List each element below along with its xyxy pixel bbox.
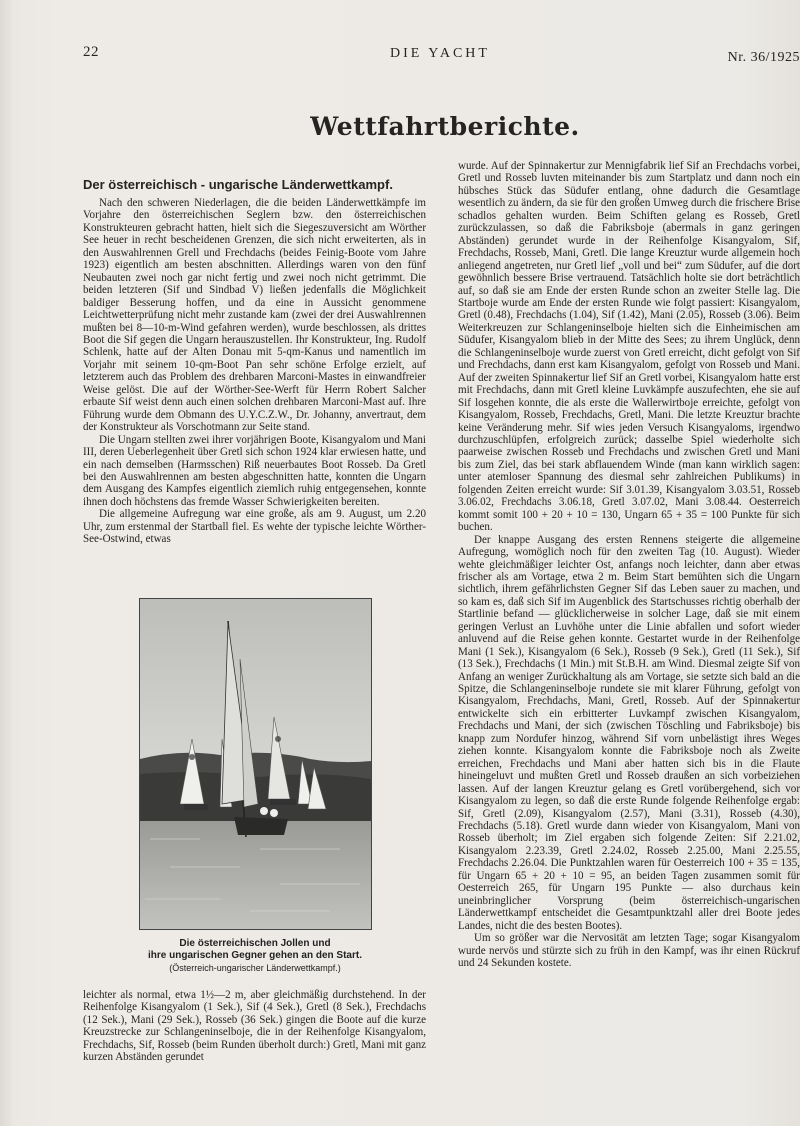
figure-caption [120,938,390,974]
caption-subline: (Österreich-ungarischer Länderwettkampf.) [169,963,341,973]
caption-line: ihre ungarischen Gegner gehen an den Start. [148,950,362,961]
paragraph: Die Ungarn stellten zwei ihrer vorjährigen Boote, Kisangyalom und Mani III, deren Ueberlegenheit über Gretl sich schon 1924 klar erwiesen hatte, und ein nach demselben (Harmsschen) Riß neuerbautes Boot Rosseb. Da Gretl bei den Auswahlrennen am besten abgeschnitten hatte, konnten die Ungarn dem Ausgang des Kampfes eigentlich ziemlich ruhig entgegensehen, konnte ihnen doch höchstens das fremde Wasser Schwierigkeiten bereiten. [83,433,426,508]
caption-line: Die österreichischen Jollen und [179,938,331,949]
article-title: Der österreichisch - ungarische Länderwettkampf. [83,177,393,192]
left-column-bottom [83,989,426,1064]
section-title: Wettfahrtberichte. [310,112,580,141]
paragraph: Um so größer war die Nervosität am letzten Tage; sogar Kisangyalom wurde nervös und stürzte sich zu früh in den Kampf, was ihr einen Rückruf und 24 Sekunden kostete. [458,932,800,969]
paragraph: Nach den schweren Niederlagen, die die beiden Länderwettkämpfe im Vorjahre den österreichischen Seglern bzw. den österreichischen Konstrukteuren gebracht hatten, hielt sich die Siegeszuversicht am Wörther See heuer in recht bescheidenen Grenzen, die sich nicht erweiterten, als in den Auswahlrennen Grell und Frechdachs (beides Feinig-Boote vom Jahre 1923) eigentlich am besten abschnitten. Allerdings waren von den fünf Neubauten zwei noch gar nicht fertig und zwei noch nicht getrimmt. Die beiden letzteren (Sif und Sindbad V) ließen jedenfalls die Möglichkeit baldiger Besserung hoffen, und da eine in Aussicht genommene Leichtwetterprüfung nicht mehr zustande kam (zwei der drei Auswahlrennen mußten bei 8—10-m-Wind gefahren werden), wurde beschlossen, als drittes Boot die Sif gegen die Ungarn herauszustellen. Ihr Konstrukteur, Ing. Rudolf Schlenk, hatte auf der Alten Donau mit 5-qm-Kanus und namentlich im Vorjahr mit seinem 10-qm-Boot Pan sehr schöne Erfolge erzielt, auf letzterem auch das Problem des drehbaren Marconi-Mastes in einwandfreier Weise gelöst. Die auf der Wörther-See-Werft für Herrn Robert Salcher erbaute Sif weist denn auch einen solchen drehbaren Marconi-Mast auf. Ihre Führung wurde dem Obmann des U.Y.C.Z.W., Dr. Johanny, anvertraut, dem der Konstrukteur als Vorschotmann zur Seite stand. [83,197,426,434]
photo-sailboats-start [139,598,372,930]
magazine-title: DIE YACHT [390,46,490,61]
paragraph: leichter als normal, etwa 1½—2 m, aber gleichmäßig durchstehend. In der Reihenfolge Kisangyalom (1 Sek.), Sif (4 Sek.), Gretl (8 Sek.), Frechdachs (12 Sek.), Mani (29 Sek.), Rosseb (36 Sek.) gingen die Boote auf die kurze Kreuzstrecke zur Schlangeninselboje, die in der Reihenfolge Kisangyalom, Frechdachs, Sif, Rosseb (beim Runden überholt durch:) Gretl, Mani mit ganz kurzen Abständen gerundet [83,989,426,1064]
right-column [458,160,800,969]
page-number: 22 [83,44,99,60]
paragraph: wurde. Auf der Spinnakertur zur Mennigfabrik lief Sif an Frechdachs vorbei, Gretl und Rosseb luvten miteinander bis zum Startplatz und dann noch ein hübsches Stück das Südufer entlang, ohne dadurch die Gesamtlage wesentlich zu ändern, da sie für den großen Umweg durch die frischere Brise schadlos gehalten wurden. Beim Schiften gelang es Rosseb, Gretl zurückzulassen, so daß die Fabriksboje (abermals in ganz geringen Abständen) gerundet wurde in der Reihenfolge Kisangyalom, Sif, Frechdachs, Rosseb, Mani, Gretl. Die lange Kreuztur wurde allgemein hoch anliegend angetreten, nur Gretl lief „voll und bei“ zum Südufer, auf die dort gewöhnlich bessere Brise vertrauend. Tatsächlich holte sie dort beträchtlich auf, so daß sie am Ende der ersten Runde schon an zweiter Stelle lag. Die Startboje wurde am Ende der ersten Runde wie folgt passiert: Kisangyalom, Gretl (0.48), Frechdachs (1.04), Sif (1.42), Mani (2.05), Rosseb (3.06). Beim Weiterkreuzen zur Schlangeninselboje hielten sich die Einheimischen am Südufer, Kisangyalom blieb in der Mitte des Sees; zu ihrem Unglück, denn die Schlangeninselboje wurde zuerst von Gretl erreicht, dicht gefolgt von Sif und Frechdachs, dann erst kam Kisangyalom, gefolgt von Rosseb und Mani. Auf der zweiten Spinnakertur lief Sif an Gretl vorbei, Kisangyalom hatte erst mit Frechdachs, dann mit Gretl kleine Luvkämpfe auszufechten, ehe sie auf Sif losgehen konnte, die als erste die Wallerwirtboje erreichte, gefolgt von Kisangyalom, Rosseb, Frechdachs, Gretl, Mani. Die letzte Kreuztur brachte keine Veränderung mehr. Sif wies jeden Versuch Kisangyaloms, irgendwo durchzuschlüpfen, erfolgreich zurück; dasselbe Spiel wiederholte sich paarweise zwischen Rosseb und Frechdachs und zwischen Gretl und Mani bis zum Ziel, das bei stark abflauendem Winde (man kann wirklich sagen: unter atemloser Spannung des diesmal sehr zahlreichen Publikums) in folgenden Zeiten erreicht wurde: Sif 3.01.39, Kisangyalom 3.03.51, Rosseb 3.06.02, Frechdachs 3.06.18, Gretl 3.07.02, Mani 3.08.44. Oesterreich kommt somit 100 + 20 + 10 = 130, Ungarn 65 + 35 = 100 Punkte für sich buchen. [458,160,800,534]
issue-number: Nr. 36/1925 [727,50,800,65]
left-column-top [83,177,426,546]
paragraph: Der knappe Ausgang des ersten Rennens steigerte die allgemeine Aufregung, womöglich noch für den zweiten Tag (10. August). Wieder wehte gleichmäßiger leichter Ost, anfangs noch leichter, dann aber etwas frischer als am Vortage, etwa 2 m. Beim Start bemühten sich die Ungarn sichtlich, ihrem gefährlichsten Gegner Sif das Leben sauer zu machen, und so kam es, daß sich Sif im Augenblick des Startschusses richtig oberhalb der Startlinie befand — glücklicherweise in solcher Lage, daß sie mit einem geringen Verlust an Luvhöhe unter die Linie abfallen und sofort wieder anluvend auf die Reise gehen konnte. Gestartet wurde in der Reihenfolge Mani (1 Sek.), Kisangyalom (6 Sek.), Rosseb (9 Sek.), Gretl (11 Sek.), Sif (13 Sek.), Frechdachs (1 Min.) mit St.B.H. am Wind. Diesmal zeigte Sif von Anfang an weniger Zurückhaltung als am Vortage, sie setzte sich bald an die Spitze, die Schlangeninselboje rundete sie mit klarer Führung, gefolgt von Kisangyalom, Frechdachs, Mani, Gretl, Rosseb. Auf der Spinnakertur entwickelte sich ein erbitterter Luvkampf zwischen Kisangyalom, Frechdachs und Mani, der sich (zwischen Töschling und Fabriksboje) bis knapp zum Nordufer hinzog, während Sif vorn unbelästigt ihres Weges ziehen konnte. Kisangyalom konnte die Fabriksboje noch als Zweite erreichen, Frechdachs und Mani aber hatten sich bis in die Flaute hineingeluvt und mußten Gretl und Rosseb draußen an sich vorbeiziehen lassen. Auf der langen Kreuztur gelang es Gretl vorübergehend, sich vor Kisangyalom zu legen, so daß die erste Runde folgende Reihenfolge ergab: Sif, Gretl (2.09), Kisangyalom (2.57), Mani (3.31), Rosseb (4.30), Frechdachs (5.18). Gretl wurde dann wieder von Kisangyalom, Mani von Rosseb überholt; im Ziel ergaben sich folgende Zeiten: Sif 2.21.02, Kisangyalom 2.23.39, Gretl 2.24.02, Rosseb 2.25.00, Mani 2.25.55, Frechdachs 2.26.04. Die Punktzahlen waren für Oesterreich 100 + 35 = 135, für Ungarn 65 + 20 + 10 = 95, an beiden Tagen zusammen somit für Oesterreich 265, für Ungarn 195 Punkte — also durchaus kein uneinbringlicher Vorsprung (beim österreichisch-ungarischen Länderwettkampf entscheidet die Gesamtpunktzahl aller drei Boote jedes Landes, nicht die des besten Bootes). [458,533,800,932]
paragraph: Die allgemeine Aufregung war eine große, als am 9. August, um 2.20 Uhr, zum erstenmal der Startball fiel. Es wehte der typische leichte Wörther-See-Ostwind, etwas [83,508,426,546]
